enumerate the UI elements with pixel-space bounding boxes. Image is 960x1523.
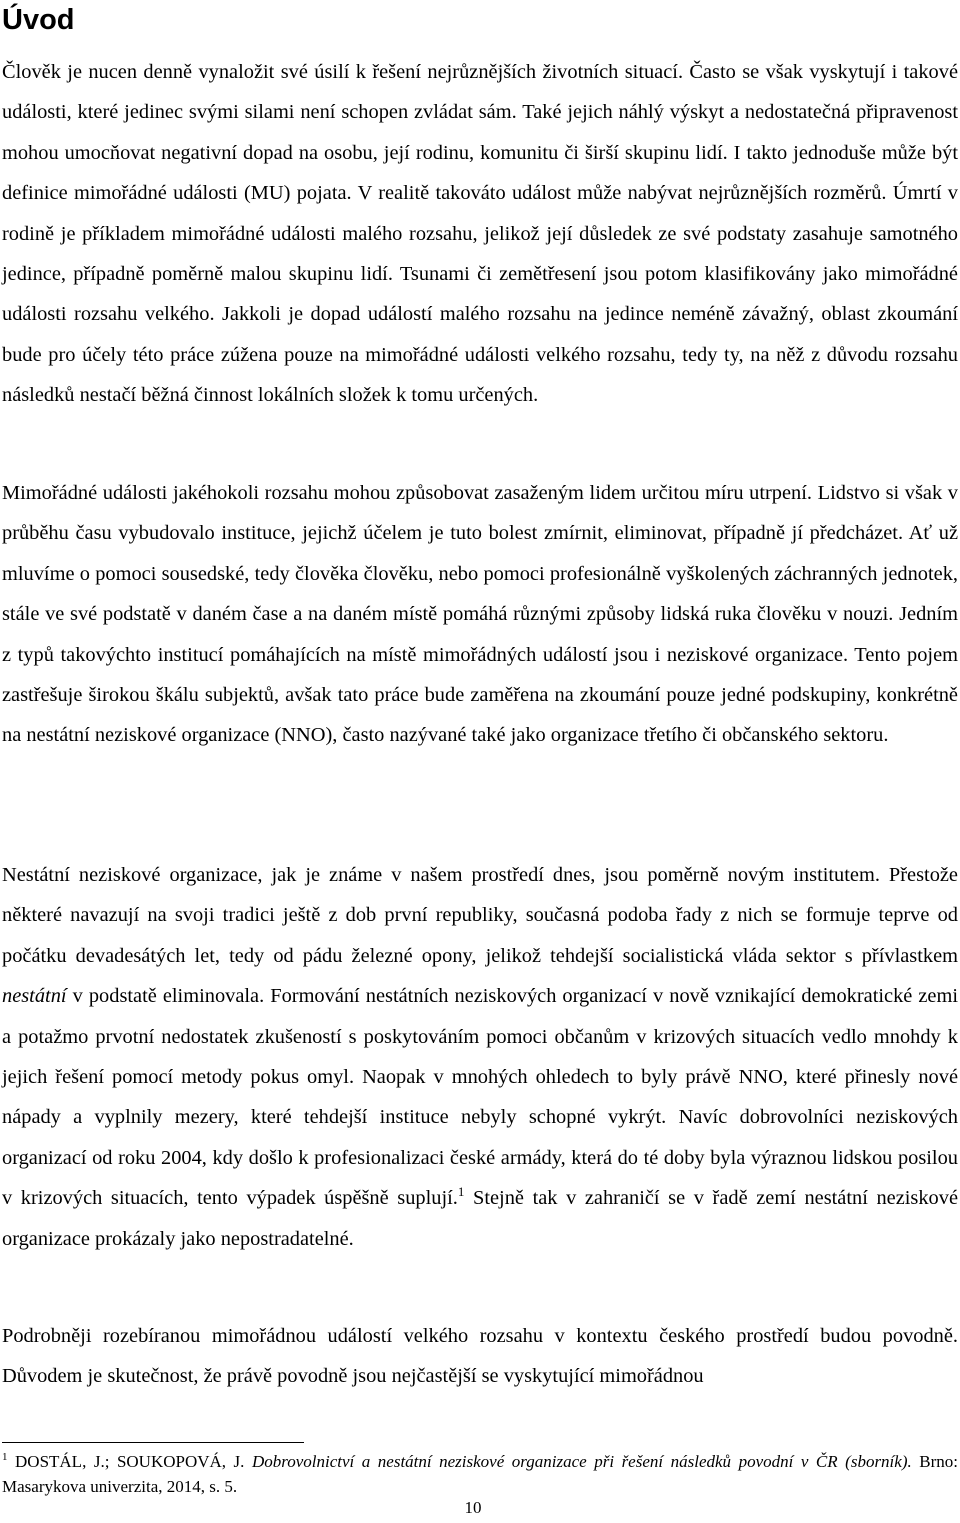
paragraph-1 xyxy=(2,52,958,416)
footnote-title: Dobrovolnictví a nestátní neziskové organizace při řešení následků povodní v ČR (sborník). xyxy=(251,1452,912,1471)
paragraph-3-italic-term: nestátní xyxy=(2,985,67,1008)
section-heading: Úvod xyxy=(2,4,75,36)
footnote-publisher: Brno: Masarykova univerzita, 2014, s. 5. xyxy=(2,1452,958,1496)
paragraph-3 xyxy=(2,855,958,1259)
footnote-reference[interactable]: 1 xyxy=(457,1184,465,1200)
footnote xyxy=(2,1449,958,1499)
paragraph-2 xyxy=(2,473,958,756)
paragraph-2-text: Mimořádné události jakéhokoli rozsahu mohou způsobovat zasaženým lidem určitou míru utrpení. Lidstvo si však v průběhu času vybudovalo instituce, jejichž účelem je tuto bolest zmírnit, eliminovat, případně jí předcházet. Ať už mluvíme o pomoci sousedské, tedy člověka člověku, nebo pomoci profesionálně vyškolených záchranných jednotek, stále ve své podstatě v daném čase a na daném místě pomáhá různými způsoby lidská ruka člověku v nouzi. Jedním z typů takovýchto institucí pomáhajících na místě mimořádných událostí jsou i neziskové organizace. Tento pojem zastřešuje širokou škálu subjektů, avšak tato práce bude zaměřena na zkoumání pouze jedné podskupiny, konkrétně na nestátní neziskové organizace (NNO), často nazývané také jako organizace třetího či občanského sektoru. xyxy=(2,482,958,747)
paragraph-4-text: Podrobněji rozebíranou mimořádnou událostí velkého rozsahu v kontextu českého prostředí budou povodně. Důvodem je skutečnost, že právě povodně jsou nejčastější se vyskytující mimořádnou xyxy=(2,1325,958,1388)
footnote-marker: 1 xyxy=(2,1451,8,1463)
paragraph-3-text-middle: v podstatě eliminovala. Formování nestátních neziskových organizací v nově vznikající demokratické zemi a potažmo prvotní nedostatek zkušeností s poskytováním pomoci občanům v krizových situacích vedlo mnohdy k jejich řešení pomocí metody pokus omyl. Naopak v mnohých ohledech to byly právě NNO, které přinesly nové nápady a vyplnily mezery, které tehdejší instituce nebyly schopné vykrýt. Navíc dobrovolníci neziskových organizací od roku 2004, kdy došlo k profesionalizaci české armády, která do té doby byla výraznou lidskou posilou v krizových situacích, tento výpadek úspěšně suplují. xyxy=(2,985,958,1210)
page-number: 10 xyxy=(464,1498,482,1517)
footnote-author: DOSTÁL, J.; SOUKOPOVÁ, J. xyxy=(7,1452,252,1471)
paragraph-3-text-end: Stejně tak v zahraničí se v řadě zemí nestátní neziskové organizace prokázaly jako nepostradatelné. xyxy=(2,1187,958,1250)
paragraph-4 xyxy=(2,1316,958,1397)
paragraph-1-text: Člověk je nucen denně vynaložit své úsilí k řešení nejrůznějších životních situací. Často se však vyskytují i takové události, které jedinec svými silami není schopen zvládat sám. Také jejich náhlý výskyt a nedostatečná připravenost mohou umocňovat negativní dopad na osobu, její rodinu, komunitu či širší skupinu lidí. I takto jednoduše může být definice mimořádné události (MU) pojata. V realitě takováto událost může nabývat nejrůznějších rozměrů. Úmrtí v rodině je příkladem mimořádné události malého rozsahu, jelikož její důsledek ze své podstaty zasahuje samotného jedince, případně poměrně malou skupinu lidí. Tsunami či zemětřesení jsou potom klasifikovány jako mimořádné události rozsahu velkého. Jakkoli je dopad událostí malého rozsahu na jedince neméně závažný, oblast zkoumání bude pro účely této práce zúžena pouze na mimořádné události velkého rozsahu, tedy ty, na něž z důvodu rozsahu následků nestačí běžná činnost lokálních složek k tomu určených. xyxy=(2,61,958,407)
footnote-separator xyxy=(2,1442,304,1443)
paragraph-3-text-start: Nestátní neziskové organizace, jak je známe v našem prostředí dnes, jsou poměrně novým institutem. Přestože některé navazují na svoji tradici ještě z dob první republiky, současná podoba řady z nich se formuje teprve od počátku devadesátých let, tedy od pádu železné opony, jelikož tehdejší socialistická vláda sektor s přívlastkem xyxy=(2,864,958,967)
